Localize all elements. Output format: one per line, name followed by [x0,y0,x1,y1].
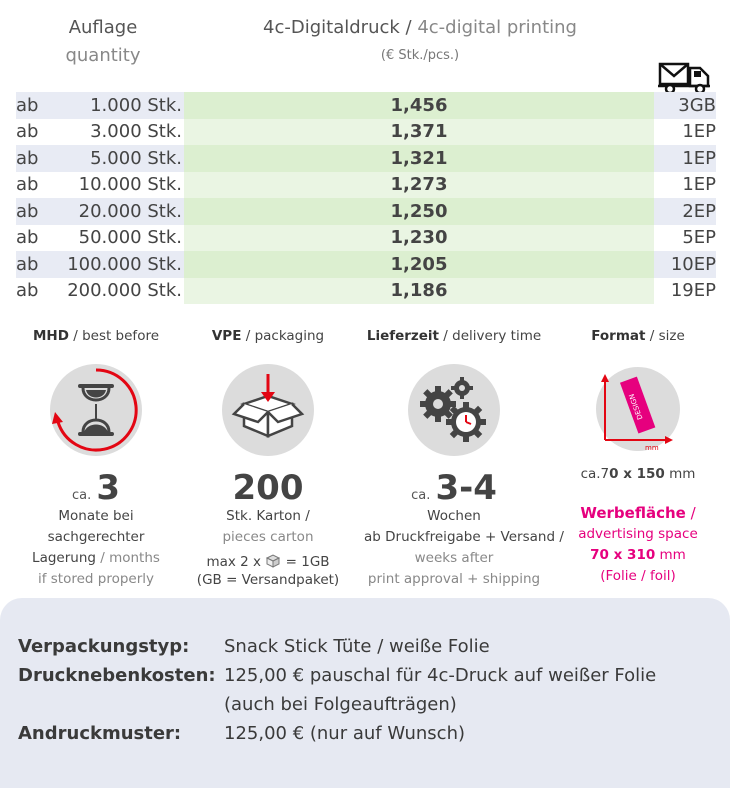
best-before-title-de: MHD [32,328,69,344]
row-quantity: 20.000 Stk. [54,198,184,225]
advertising-space-de: Werbefläche [580,504,686,522]
row-ab: ab [16,92,54,119]
proof-label: Andruckmuster: [18,723,182,744]
advertising-space-foil: (Folie / foil) [600,568,676,584]
row-price: 1,230 [184,225,654,252]
format-size-icon [593,364,683,454]
info-best-before [6,328,186,590]
row-quantity: 3.000 Stk. [54,119,184,146]
table-row [16,278,716,305]
row-shipping: 10EP [654,251,716,278]
best-before-title [6,328,186,350]
packaging-line-pre: max 2 x [206,554,262,570]
row-ab: ab [16,198,54,225]
row-ab: ab [16,172,54,199]
row-price: 1,205 [184,251,654,278]
format-title-en: / size [645,328,685,344]
row-ab: ab [16,251,54,278]
packaging-line: pieces carton [222,529,314,545]
format-icon-text: DESIGN [627,392,645,421]
row-price: 1,186 [184,278,654,305]
table-row [16,251,716,278]
best-before-line [6,548,186,569]
format-size-value: 0 x 150 [609,466,665,482]
table-row [16,92,716,119]
best-before-title-en: / best before [68,328,160,344]
delivery-title-de: Lieferzeit [366,328,440,344]
best-before-line: Monate bei [58,508,134,524]
price-heading-sep: / [399,17,418,38]
mail-truck-icon [656,52,716,96]
product-details-panel [0,598,730,788]
table-row [16,198,716,225]
row-shipping: 1EP [654,119,716,146]
row-shipping: 5EP [654,225,716,252]
packaging-title-en: / packaging [241,328,325,344]
row-shipping: 19EP [654,278,716,305]
row-price: 1,321 [184,145,654,172]
advertising-space-sep: / [685,504,696,522]
best-before-pre: ca. [71,488,92,503]
delivery-value [364,470,544,506]
print-costs-label: Drucknebenkosten: [18,665,216,686]
format-size-pre: ca.7 [580,466,610,482]
row-shipping: 1EP [654,145,716,172]
small-box-icon [265,553,281,569]
advertising-space-value [548,545,728,566]
price-table-header [0,14,730,94]
row-ab: ab [16,225,54,252]
format-icon-unit: mm [645,444,659,452]
price-heading [190,14,650,42]
price-unit: (€ Stk./pcs.) [380,48,460,63]
advertising-space-en: advertising space [578,526,698,542]
quantity-heading-en: quantity [65,45,141,66]
best-before-line-de: Lagerung [32,550,96,566]
price-table [16,92,716,304]
advertising-space-number: 70 x 310 [590,547,656,563]
print-costs-value: 125,00 € pauschal für 4c-Druck auf weißer Folie [224,665,657,686]
table-row [16,119,716,146]
format-size [548,464,728,485]
row-quantity: 1.000 Stk. [54,92,184,119]
packaging-line-post: = 1GB [285,554,330,570]
format-title [548,328,728,350]
table-row [16,172,716,199]
row-quantity: 50.000 Stk. [54,225,184,252]
delivery-number: 3-4 [435,468,497,508]
quantity-heading [48,14,158,70]
price-heading-de: 4c-Digitaldruck [263,17,400,38]
row-ab: ab [16,145,54,172]
row-quantity: 100.000 Stk. [54,251,184,278]
delivery-line: ab Druckfreigabe + Versand / [364,529,564,545]
best-before-line: if stored properly [37,571,155,587]
delivery-line: Wochen [427,508,481,524]
packaging-type-value: Snack Stick Tüte / weiße Folie [224,636,490,657]
packaging-type-label: Verpackungstyp: [18,636,190,657]
packaging-title [178,328,358,350]
delivery-line: weeks after [414,550,494,566]
box-icon [218,360,318,460]
table-row [16,145,716,172]
table-row [16,225,716,252]
format-title-de: Format [591,328,646,344]
advertising-space-title [548,503,728,524]
row-shipping: 2EP [654,198,716,225]
row-quantity: 200.000 Stk. [54,278,184,305]
row-price: 1,456 [184,92,654,119]
info-delivery-time [364,328,564,590]
advertising-space-unit: mm [655,547,686,563]
gears-clock-icon [404,360,504,460]
row-shipping: 3GB [654,92,716,119]
best-before-number: 3 [96,468,120,508]
packaging-line: (GB = Versandpaket) [196,572,340,588]
packaging-line: Stk. Karton / [226,508,310,524]
row-price: 1,273 [184,172,654,199]
best-before-line: sachgerechter [47,529,145,545]
row-price: 1,371 [184,119,654,146]
proof-value: 125,00 € (nur auf Wunsch) [224,723,466,744]
info-packaging [178,328,358,588]
delivery-line: print approval + shipping [367,571,541,587]
row-quantity: 10.000 Stk. [54,172,184,199]
delivery-title-en: / delivery time [439,328,542,344]
print-costs-note: (auch bei Folgeaufträgen) [224,694,457,715]
format-size-unit: mm [664,466,696,482]
info-format [548,328,728,587]
row-shipping: 1EP [654,172,716,199]
delivery-title [364,328,544,350]
row-ab: ab [16,119,54,146]
hourglass-icon [46,360,146,460]
packaging-number: 200 [232,468,304,508]
row-quantity: 5.000 Stk. [54,145,184,172]
best-before-line-en: / months [95,550,160,566]
delivery-pre: ca. [411,488,431,503]
best-before-value [6,470,186,506]
packaging-line [178,552,358,573]
price-heading-en: 4c-digital printing [417,17,577,38]
row-ab: ab [16,278,54,305]
row-price: 1,250 [184,198,654,225]
packaging-title-de: VPE [211,328,242,344]
quantity-heading-de: Auflage [68,17,138,38]
